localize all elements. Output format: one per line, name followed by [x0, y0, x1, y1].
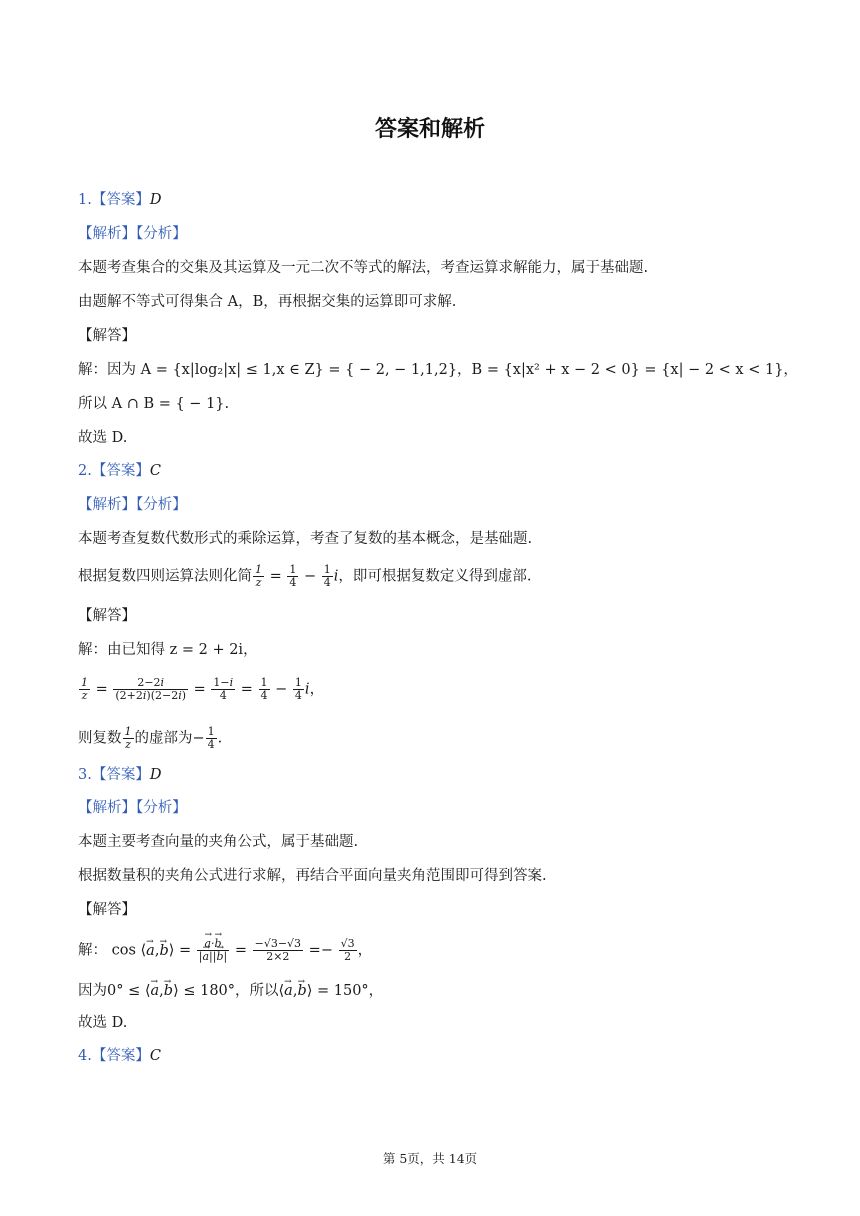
page-title: 答案和解析 — [374, 117, 485, 142]
q3-answer-tag: 3.【答案】 — [78, 767, 150, 783]
q2-solution-3-mid: 的虚部为− — [134, 730, 205, 747]
q4-answer: C — [149, 1048, 161, 1064]
q1-solution-1: 解：因为 A = {x|log₂|x| ≤ 1,x ∈ Z} = { − 2, − 1,1,2}，B = {x|x² + x − 2 < 0} = {x| − 2 < x < 1}， — [78, 362, 798, 378]
fraction-1-over-4: $\frac{1}{4}$ — [294, 676, 302, 702]
q2-analysis-1: 本题考查复数代数形式的乘除运算，考查了复数的基本概念，是基础题. — [78, 531, 533, 547]
q2-solution-2: $\frac{1}{z}$ = $\frac{2-2i}{(2+2i)(2-2i)}$ = $\frac{1-i}{4}$ = $\frac{1}{4}$ − $\frac{1}{4}$ i， — [81, 676, 325, 702]
q3-tags: 【解析】【分析】 — [78, 800, 187, 816]
q3-answer: D — [149, 767, 162, 783]
q2-analysis-2: 根据复数四则运算法则化简 $\frac{1}{z}$ = $\frac{1}{4}$ − $\frac{1}{4}$ i，即可根据复数定义得到虚部. — [78, 563, 532, 589]
q3-analysis-1: 本题主要考查向量的夹角公式，属于基础题. — [78, 834, 359, 850]
fraction-1-over-4: $\frac{1}{4}$ — [289, 563, 297, 589]
fraction-complex: $\frac{2-2i}{(2+2i)(2-2i)}$ — [115, 676, 187, 702]
q2-analysis-2-pre: 根据复数四则运算法则化简 — [78, 568, 252, 585]
q3-solution-2-pre: 因为0° ≤ ⟨ — [78, 983, 151, 999]
fraction-sqrt3: $\frac{-√3-√3}{2\times 2}$ — [254, 937, 302, 963]
fraction-1-over-4: $\frac{1}{4}$ — [260, 676, 268, 702]
fraction-1-over-z: $\frac{1}{z}$ — [124, 725, 132, 751]
fraction-1-over-z: $\frac{1}{z}$ — [81, 676, 88, 702]
q2-answer: C — [149, 463, 161, 479]
q3-answer-line — [78, 765, 161, 785]
q3-analysis-2: 根据数量积的夹角公式进行求解，再结合平面向量夹角范围即可得到答案. — [78, 868, 547, 884]
q1-solution-tag: 【解答】 — [78, 328, 136, 344]
fraction-1-over-4: $\frac{1}{4}$ — [207, 725, 215, 751]
fraction-1-over-4: $\frac{1}{4}$ — [323, 563, 331, 589]
q1-answer-tag: 1.【答案】 — [78, 192, 150, 208]
q1-analysis-1: 本题考查集合的交集及其运算及一元二次不等式的解法，考查运算求解能力，属于基础题. — [78, 260, 649, 276]
q2-solution-1: 解：由已知得 z = 2 + 2i， — [78, 642, 258, 658]
fraction-1-over-z: $\frac{1}{z}$ — [255, 563, 262, 589]
page-footer: 第 5页，共 14页 — [382, 1151, 478, 1166]
q3-solution-2-post: ⟩ = 150°， — [306, 983, 384, 999]
q3-solution-2-mid: ⟩ ≤ 180°，所以⟨ — [173, 983, 285, 999]
q2-analysis-2-post: ，即可根据复数定义得到虚部. — [338, 568, 532, 585]
q3-solution-tag: 【解答】 — [78, 902, 136, 918]
q4-answer-line — [78, 1046, 161, 1066]
q2-solution-3-pre: 则复数 — [78, 730, 122, 747]
q1-solution-2: 所以 A ∩ B = { − 1}. — [78, 396, 230, 412]
fraction-sqrt3-over-2: $\frac{√3}{2}$ — [340, 937, 355, 963]
q2-solution-tag: 【解答】 — [78, 608, 136, 624]
q2-answer-line — [78, 461, 161, 481]
q2-tags: 【解析】【分析】 — [78, 497, 187, 513]
q1-tags: 【解析】【分析】 — [78, 226, 187, 242]
q1-solution-3: 故选 D. — [78, 430, 128, 446]
q3-solution-1-pre: 解： — [78, 942, 107, 959]
q1-analysis-2: 由题解不等式可得集合 A，B，再根据交集的运算即可求解. — [78, 294, 457, 310]
fraction-dot-product: → $\frac{a\cdot\to b}{|\to a||\to b|}$ — [197, 938, 229, 963]
q3-solution-2: 因为0° ≤ ⟨→ a,→ b⟩ ≤ 180°，所以⟨→ a,→ b⟩ = 150°， — [78, 981, 383, 1001]
q2-solution-3 — [78, 726, 222, 751]
q4-answer-tag: 4.【答案】 — [78, 1048, 150, 1064]
q2-solution-3-post: . — [217, 730, 223, 747]
q2-answer-tag: 2.【答案】 — [78, 463, 150, 479]
q1-answer: D — [149, 192, 162, 208]
fraction-1-minus-i-over-4: $\frac{1-i}{4}$ — [213, 676, 234, 702]
q3-solution-3: 故选 D. — [78, 1015, 128, 1031]
q3-solution-1: 解： cos ⟨→ a,→ b⟩ = → $\frac{a\cdot\to b}{|\to a||\to b|}$ = $\frac{-√3-√3}{2\times 2}$ =− $\frac{√3}{2}$ ， — [78, 938, 372, 963]
q1-answer-line — [78, 190, 161, 210]
